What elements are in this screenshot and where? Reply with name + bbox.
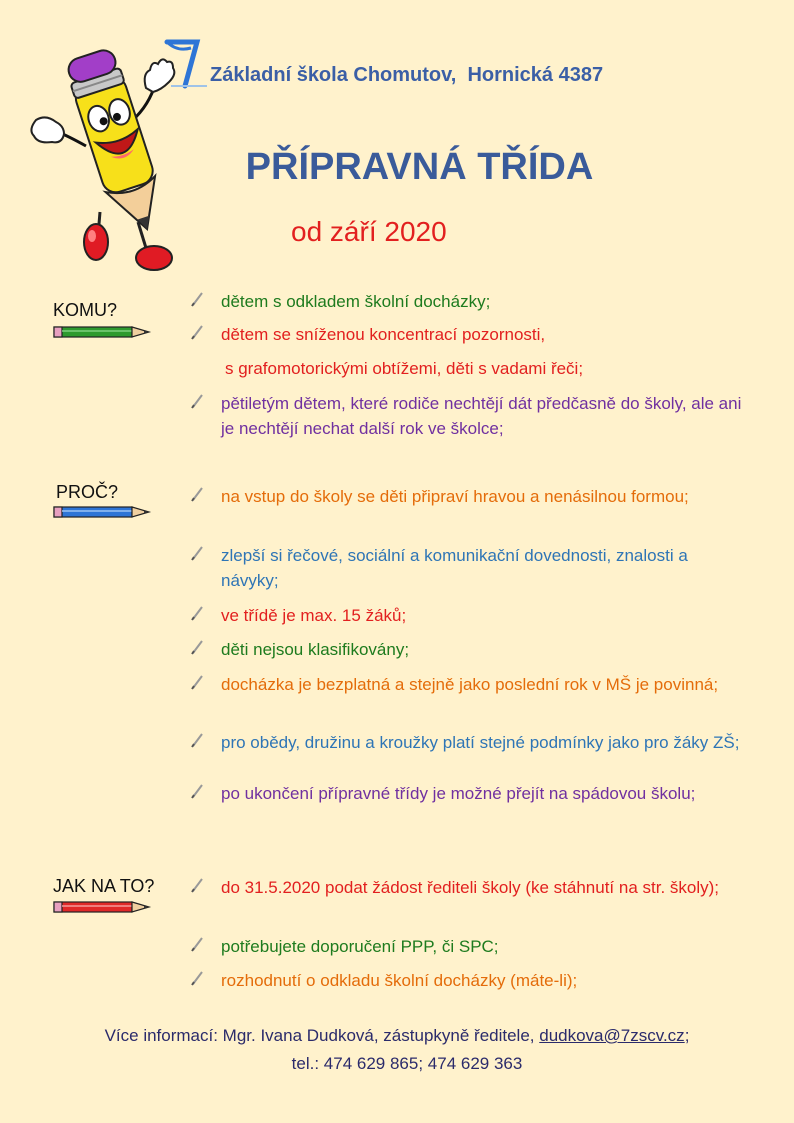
list-item: [190, 672, 750, 697]
list-item-text: dětem se sníženou koncentrací pozornosti,: [221, 325, 546, 344]
list-item-text: pětiletým dětem, které rodiče nechtějí dát předčasně do školy, ale ani je nechtějí nechat další rok ve školce;: [221, 394, 742, 438]
blue-pencil-icon: [53, 505, 155, 519]
list-item: [190, 484, 750, 509]
pencil-bullet-icon: [190, 393, 204, 409]
list-item: [190, 603, 750, 628]
pencil-bullet-icon: [190, 291, 204, 307]
section-label-proc: PROČ?: [56, 482, 119, 502]
list-item-text: děti nejsou klasifikovány;: [221, 640, 410, 659]
section-label-jak-na-to: JAK NA TO?: [53, 876, 155, 896]
green-pencil-icon: [53, 325, 155, 339]
list-item-text: potřebujete doporučení PPP, či SPC;: [221, 937, 499, 956]
list-item: [190, 730, 750, 755]
list-item: [190, 781, 750, 806]
school-logo-icon: [163, 38, 213, 90]
list-item-text: ve třídě je max. 15 žáků;: [221, 606, 407, 625]
pencil-bullet-icon: [190, 605, 204, 621]
pencil-bullet-icon: [190, 639, 204, 655]
list-item-text: do 31.5.2020 podat žádost řediteli školy (ke stáhnutí na str. školy);: [221, 878, 720, 897]
list-item-text: rozhodnutí o odkladu školní docházky (máte-li);: [221, 971, 578, 990]
pencil-bullet-icon: [190, 783, 204, 799]
contact-prefix: Více informací: Mgr. Ivana Dudková, zástupkyně ředitele,: [104, 1026, 540, 1045]
pencil-bullet-icon: [190, 324, 204, 340]
school-name: Základní škola Chomutov, Hornická 4387: [210, 64, 604, 86]
list-item: [190, 934, 750, 959]
list-item-continuation: [190, 356, 750, 381]
list-item: [190, 322, 750, 347]
list-item-text: s grafomotorickými obtížemi, děti s vadami řeči;: [225, 359, 584, 378]
page-title: PŘÍPRAVNÁ TŘÍDA: [245, 146, 594, 188]
list-item-text: dětem s odkladem školní docházky;: [221, 292, 491, 311]
page-subtitle: od září 2020: [291, 216, 447, 247]
red-pencil-icon: [53, 900, 155, 914]
list-item-text: na vstup do školy se děti připraví hravou a nenásilnou formou;: [221, 487, 689, 506]
pencil-bullet-icon: [190, 936, 204, 952]
list-item: [190, 637, 750, 662]
list-item-text: zlepší si řečové, sociální a komunikační dovednosti, znalosti a návyky;: [221, 546, 688, 590]
list-item: [190, 391, 750, 441]
section-label-komu: KOMU?: [53, 300, 118, 320]
list-item: [190, 543, 750, 593]
contact-suffix: ;: [684, 1026, 690, 1045]
pencil-bullet-icon: [190, 877, 204, 893]
contact-email-link[interactable]: dudkova@7zscv.cz: [539, 1026, 685, 1045]
list-item-text: pro obědy, družinu a kroužky platí stejné podmínky jako pro žáky ZŠ;: [221, 733, 740, 752]
list-item-text: po ukončení přípravné třídy je možné přejít na spádovou školu;: [221, 784, 696, 803]
list-item: [190, 875, 750, 900]
contact-footer: [0, 1022, 794, 1078]
list-item: [190, 289, 750, 314]
pencil-bullet-icon: [190, 545, 204, 561]
contact-phone: tel.: 474 629 865; 474 629 363: [291, 1054, 523, 1073]
pencil-bullet-icon: [190, 970, 204, 986]
pencil-bullet-icon: [190, 732, 204, 748]
pencil-bullet-icon: [190, 674, 204, 690]
list-item: [190, 968, 750, 993]
pencil-bullet-icon: [190, 486, 204, 502]
list-item-text: docházka je bezplatná a stejně jako poslední rok v MŠ je povinná;: [221, 675, 719, 694]
